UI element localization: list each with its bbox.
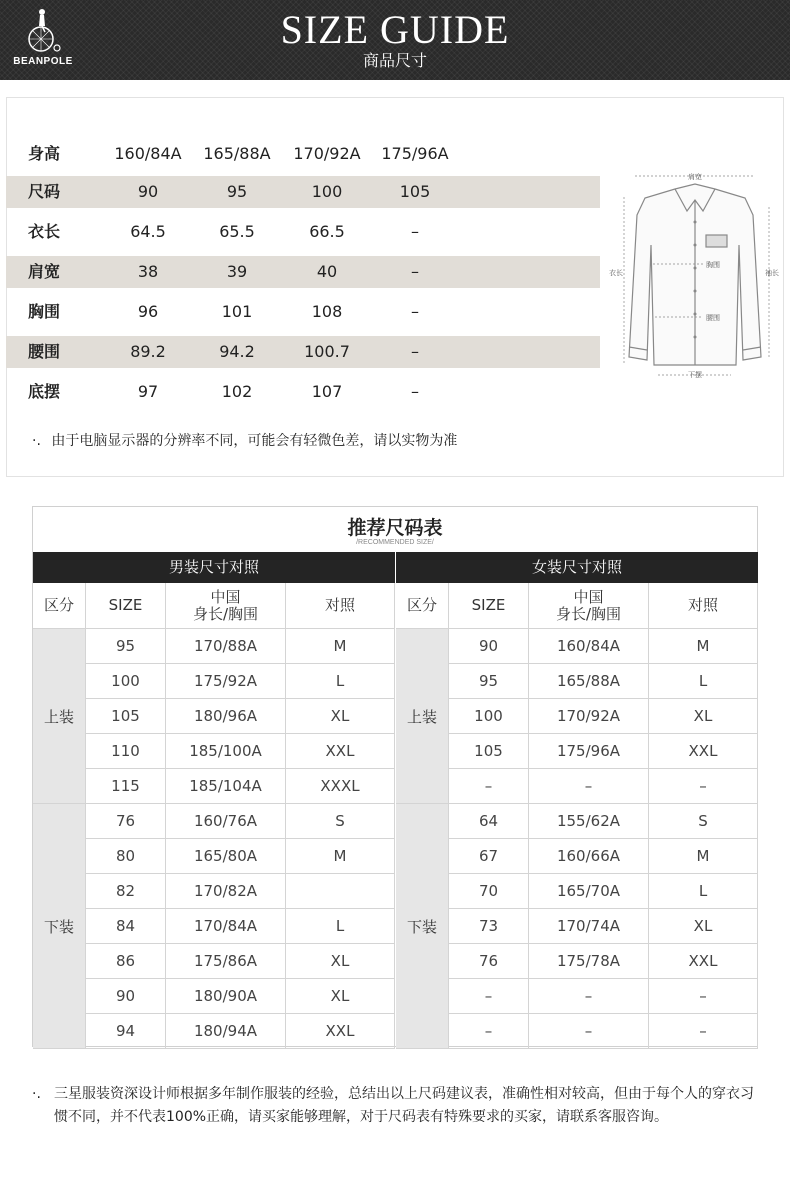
measure-row <box>6 376 600 408</box>
group-label: 下装 <box>396 804 449 1049</box>
column-header: 中国 身长/胸围 <box>529 583 649 629</box>
measurement-table <box>6 138 600 416</box>
table-cell: 165/80A <box>166 839 286 874</box>
measure-value: 100.7 <box>304 342 350 361</box>
note-bullet: ·. <box>32 433 41 449</box>
table-cell: 160/66A <box>529 839 649 874</box>
men-size-table <box>33 552 395 1047</box>
men-header: 男装尺寸对照 <box>33 552 395 583</box>
measure-value: 100 <box>311 182 343 201</box>
table-cell: 115 <box>86 769 166 804</box>
table-cell: 170/92A <box>529 699 649 734</box>
table-cell: 95 <box>449 664 529 699</box>
measure-value: 38 <box>137 262 159 281</box>
group-label: 上装 <box>33 629 86 804</box>
table-cell: – <box>649 979 758 1014</box>
table-cell: 175/92A <box>166 664 286 699</box>
table-cell <box>286 874 395 909</box>
table-cell: – <box>449 979 529 1014</box>
page-title: SIZE GUIDE <box>280 7 510 52</box>
column-header: 中国 身长/胸围 <box>166 583 286 629</box>
measure-value: 94.2 <box>219 342 255 361</box>
measure-value: 39 <box>226 262 248 281</box>
measure-label: 身高 <box>28 144 61 163</box>
table-cell: L <box>286 664 395 699</box>
table-cell: 165/88A <box>529 664 649 699</box>
table-cell: 76 <box>449 944 529 979</box>
brand-name: BEANPOLE <box>13 56 73 67</box>
table-cell: 105 <box>86 699 166 734</box>
measure-value: 102 <box>221 382 253 401</box>
diagram-label-length: 衣长 <box>609 269 623 277</box>
size-advice-note <box>32 1083 762 1129</box>
table-cell: – <box>449 769 529 804</box>
color-note <box>32 430 457 450</box>
measure-value: – <box>411 342 419 361</box>
measure-value: 175/96A <box>381 144 449 163</box>
table-cell: 84 <box>86 909 166 944</box>
table-cell: 105 <box>449 734 529 769</box>
table-cell: L <box>649 874 758 909</box>
measure-value: – <box>411 222 419 241</box>
diagram-label-chest: 胸围 <box>706 261 720 269</box>
measure-label: 底摆 <box>28 382 61 401</box>
table-cell: 165/70A <box>529 874 649 909</box>
recommend-title: 推荐尺码表 <box>347 517 443 539</box>
table-cell: 155/62A <box>529 804 649 839</box>
table-cell: – <box>649 1014 758 1049</box>
diagram-label-shoulder: 肩宽 <box>688 173 702 181</box>
measure-value: 96 <box>137 302 159 321</box>
table-cell: XL <box>286 699 395 734</box>
table-cell: L <box>649 664 758 699</box>
group-label: 下装 <box>33 804 86 1049</box>
table-cell: 76 <box>86 804 166 839</box>
measure-value: 108 <box>311 302 343 321</box>
table-cell: XL <box>649 909 758 944</box>
column-header: 对照 <box>649 583 758 629</box>
measure-value: 101 <box>221 302 253 321</box>
table-cell: 100 <box>449 699 529 734</box>
measure-row <box>6 176 600 208</box>
table-cell: 73 <box>449 909 529 944</box>
group-label: 上装 <box>396 629 449 804</box>
table-cell: – <box>449 1014 529 1049</box>
table-cell: 185/104A <box>166 769 286 804</box>
measure-row <box>6 138 600 170</box>
table-cell: 86 <box>86 944 166 979</box>
women-size-table <box>396 552 758 1047</box>
measure-value: 40 <box>316 262 338 281</box>
table-cell: 110 <box>86 734 166 769</box>
color-note-text: 由于电脑显示器的分辨率不同，可能会有轻微色差，请以实物为准 <box>51 433 458 449</box>
table-cell: – <box>529 769 649 804</box>
measure-value: 64.5 <box>130 222 166 241</box>
table-cell: 90 <box>449 629 529 664</box>
measure-value: 165/88A <box>203 144 271 163</box>
table-cell: 95 <box>86 629 166 664</box>
table-cell: 175/96A <box>529 734 649 769</box>
table-cell: – <box>529 1014 649 1049</box>
table-cell: 94 <box>86 1014 166 1049</box>
table-cell: 80 <box>86 839 166 874</box>
table-cell: 100 <box>86 664 166 699</box>
diagram-label-hem: 下摆 <box>688 371 702 379</box>
table-cell: L <box>286 909 395 944</box>
measure-value: – <box>411 302 419 321</box>
table-cell: 90 <box>86 979 166 1014</box>
shirt-diagram <box>603 167 785 382</box>
measure-value: 65.5 <box>219 222 255 241</box>
size-advice-text: 三星服装资深设计师根据多年制作服装的经验，总结出以上尺码建议表，准确性相对较高，但由于每个人的穿衣习惯不同，并不代表100%正确，请买家能够理解，对于尺码表有特殊要求的买家，请联系客服咨询。 <box>54 1086 754 1125</box>
recommend-subtitle: /RECOMMENDED SIZE/ <box>356 539 434 546</box>
table-cell: 175/86A <box>166 944 286 979</box>
table-cell: – <box>529 979 649 1014</box>
table-cell: 82 <box>86 874 166 909</box>
measure-label: 腰围 <box>28 342 61 361</box>
table-cell: S <box>286 804 395 839</box>
table-cell: 185/100A <box>166 734 286 769</box>
table-cell: XXL <box>649 944 758 979</box>
measure-value: 105 <box>399 182 431 201</box>
table-cell: XL <box>286 979 395 1014</box>
table-cell: XL <box>649 699 758 734</box>
column-header: 对照 <box>286 583 395 629</box>
table-cell: M <box>286 839 395 874</box>
measure-value: 160/84A <box>114 144 182 163</box>
women-header: 女装尺寸对照 <box>396 552 758 583</box>
table-cell: XXXL <box>286 769 395 804</box>
note-bullet: ·. <box>32 1086 41 1102</box>
measure-value: – <box>411 382 419 401</box>
table-cell: S <box>649 804 758 839</box>
measure-row <box>6 256 600 288</box>
table-cell: 180/96A <box>166 699 286 734</box>
measure-value: 89.2 <box>130 342 166 361</box>
measure-value: 90 <box>137 182 159 201</box>
diagram-label-waist: 腰围 <box>706 314 720 322</box>
table-cell: – <box>649 769 758 804</box>
measure-label: 胸围 <box>28 302 61 321</box>
table-cell: 170/82A <box>166 874 286 909</box>
table-cell: 70 <box>449 874 529 909</box>
table-cell: XXL <box>649 734 758 769</box>
table-cell: 180/94A <box>166 1014 286 1049</box>
measure-row <box>6 216 600 248</box>
column-header: SIZE <box>86 583 166 629</box>
column-header: SIZE <box>449 583 529 629</box>
column-header: 区分 <box>396 583 449 629</box>
measure-value: 95 <box>226 182 248 201</box>
measure-row <box>6 296 600 328</box>
table-cell: 64 <box>449 804 529 839</box>
table-cell: XL <box>286 944 395 979</box>
page-header <box>0 0 790 80</box>
table-cell: XXL <box>286 1014 395 1049</box>
measure-label: 肩宽 <box>28 262 61 281</box>
diagram-label-sleeve: 袖长 <box>765 269 779 277</box>
table-cell: 180/90A <box>166 979 286 1014</box>
column-header: 区分 <box>33 583 86 629</box>
measure-value: 107 <box>311 382 343 401</box>
measure-label: 尺码 <box>28 182 61 201</box>
table-cell: XXL <box>286 734 395 769</box>
measure-value: 66.5 <box>309 222 345 241</box>
table-cell: M <box>286 629 395 664</box>
table-cell: M <box>649 629 758 664</box>
recommended-size-table <box>32 506 758 1047</box>
table-cell: 160/84A <box>529 629 649 664</box>
table-cell: 175/78A <box>529 944 649 979</box>
measure-label: 衣长 <box>28 222 61 241</box>
table-cell: 170/84A <box>166 909 286 944</box>
table-cell: M <box>649 839 758 874</box>
measure-value: 97 <box>137 382 159 401</box>
measure-value: 170/92A <box>293 144 361 163</box>
table-cell: 67 <box>449 839 529 874</box>
table-cell: 170/88A <box>166 629 286 664</box>
page-subtitle: 商品尺寸 <box>362 51 427 70</box>
table-cell: 170/74A <box>529 909 649 944</box>
measure-row <box>6 336 600 368</box>
table-cell: 160/76A <box>166 804 286 839</box>
measure-value: – <box>411 262 419 281</box>
